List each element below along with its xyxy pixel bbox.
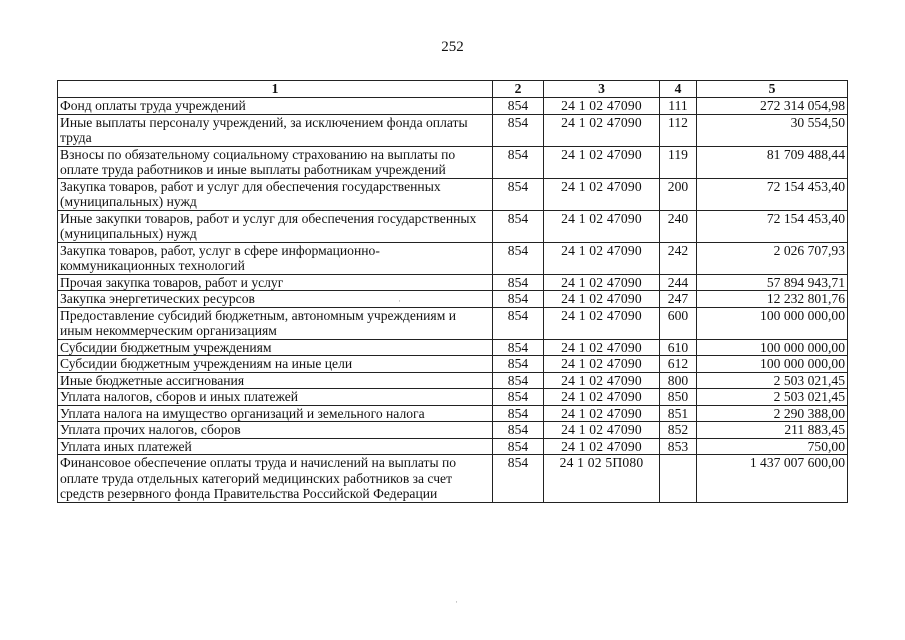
cell-target-article: 24 1 02 47090	[544, 422, 660, 439]
cell-expense-type: 800	[660, 372, 697, 389]
cell-expense-type: 850	[660, 389, 697, 406]
cell-amount: 2 503 021,45	[697, 372, 848, 389]
cell-expense-type: 247	[660, 291, 697, 308]
cell-department: 854	[493, 455, 544, 503]
cell-amount: 72 154 453,40	[697, 178, 848, 210]
table-row	[58, 455, 848, 503]
cell-name: Уплата налога на имущество организаций и земельного налога	[58, 405, 493, 422]
cell-department: 854	[493, 291, 544, 308]
cell-target-article: 24 1 02 47090	[544, 307, 660, 339]
cell-name: Закупка энергетических ресурсов	[58, 291, 493, 308]
table-row	[58, 438, 848, 455]
table-row	[58, 242, 848, 274]
cell-department: 854	[493, 422, 544, 439]
table-header	[58, 81, 848, 98]
cell-department: 854	[493, 356, 544, 373]
cell-expense-type	[660, 455, 697, 503]
table-row	[58, 274, 848, 291]
table-row	[58, 372, 848, 389]
cell-target-article: 24 1 02 47090	[544, 98, 660, 115]
cell-department: 854	[493, 389, 544, 406]
cell-expense-type: 112	[660, 114, 697, 146]
table-row	[58, 307, 848, 339]
cell-amount: 12 232 801,76	[697, 291, 848, 308]
cell-department: 854	[493, 210, 544, 242]
cell-name: Иные бюджетные ассигнования	[58, 372, 493, 389]
cell-target-article: 24 1 02 5П080	[544, 455, 660, 503]
cell-amount: 57 894 943,71	[697, 274, 848, 291]
cell-department: 854	[493, 339, 544, 356]
scan-speck: ·	[398, 296, 401, 306]
cell-name: Взносы по обязательному социальному страхованию на выплаты по оплате труда работников и иные выплаты работникам учреждений	[58, 146, 493, 178]
page-number: 252	[441, 39, 464, 55]
cell-name: Уплата прочих налогов, сборов	[58, 422, 493, 439]
cell-expense-type: 244	[660, 274, 697, 291]
cell-name: Субсидии бюджетным учреждениям	[58, 339, 493, 356]
cell-name: Фонд оплаты труда учреждений	[58, 98, 493, 115]
cell-name: Субсидии бюджетным учреждениям на иные цели	[58, 356, 493, 373]
table-row	[58, 146, 848, 178]
cell-department: 854	[493, 438, 544, 455]
budget-table	[57, 80, 848, 503]
cell-amount: 100 000 000,00	[697, 307, 848, 339]
table-row	[58, 389, 848, 406]
cell-expense-type: 119	[660, 146, 697, 178]
cell-target-article: 24 1 02 47090	[544, 242, 660, 274]
cell-name: Иные закупки товаров, работ и услуг для обеспечения государственных (муниципальных) нужд	[58, 210, 493, 242]
cell-department: 854	[493, 114, 544, 146]
table-row	[58, 291, 848, 308]
cell-department: 854	[493, 98, 544, 115]
cell-name: Закупка товаров, работ и услуг для обеспечения государственных (муниципальных) нужд	[58, 178, 493, 210]
cell-target-article: 24 1 02 47090	[544, 405, 660, 422]
cell-expense-type: 852	[660, 422, 697, 439]
cell-amount: 2 503 021,45	[697, 389, 848, 406]
cell-name: Иные выплаты персоналу учреждений, за исключением фонда оплаты труда	[58, 114, 493, 146]
table-row	[58, 178, 848, 210]
header-col-5: 5	[697, 81, 848, 98]
table-row	[58, 210, 848, 242]
cell-name: Предоставление субсидий бюджетным, автономным учреждениям и иным некоммерческим организациям	[58, 307, 493, 339]
cell-expense-type: 242	[660, 242, 697, 274]
cell-name: Финансовое обеспечение оплаты труда и начислений на выплаты по оплате труда отдельных категорий медицинских работников за счет средств резервного фонда Правительства Российской Федерации	[58, 455, 493, 503]
header-col-3: 3	[544, 81, 660, 98]
cell-expense-type: 600	[660, 307, 697, 339]
cell-expense-type: 200	[660, 178, 697, 210]
table-row	[58, 405, 848, 422]
table-body	[58, 98, 848, 503]
cell-department: 854	[493, 274, 544, 291]
cell-amount: 72 154 453,40	[697, 210, 848, 242]
cell-target-article: 24 1 02 47090	[544, 389, 660, 406]
scan-speck: ·	[455, 597, 458, 607]
cell-target-article: 24 1 02 47090	[544, 146, 660, 178]
cell-name: Закупка товаров, работ, услуг в сфере информационно-коммуникационных технологий	[58, 242, 493, 274]
cell-target-article: 24 1 02 47090	[544, 178, 660, 210]
table-row	[58, 356, 848, 373]
table-row	[58, 339, 848, 356]
cell-expense-type: 853	[660, 438, 697, 455]
cell-name: Уплата налогов, сборов и иных платежей	[58, 389, 493, 406]
cell-department: 854	[493, 242, 544, 274]
table-row	[58, 114, 848, 146]
cell-target-article: 24 1 02 47090	[544, 291, 660, 308]
table-row	[58, 98, 848, 115]
cell-amount: 750,00	[697, 438, 848, 455]
header-row	[58, 81, 848, 98]
cell-department: 854	[493, 307, 544, 339]
cell-target-article: 24 1 02 47090	[544, 114, 660, 146]
cell-amount: 30 554,50	[697, 114, 848, 146]
cell-department: 854	[493, 405, 544, 422]
cell-name: Прочая закупка товаров, работ и услуг	[58, 274, 493, 291]
cell-expense-type: 610	[660, 339, 697, 356]
cell-target-article: 24 1 02 47090	[544, 210, 660, 242]
cell-expense-type: 851	[660, 405, 697, 422]
cell-expense-type: 111	[660, 98, 697, 115]
cell-amount: 100 000 000,00	[697, 356, 848, 373]
cell-expense-type: 612	[660, 356, 697, 373]
cell-target-article: 24 1 02 47090	[544, 438, 660, 455]
cell-department: 854	[493, 178, 544, 210]
cell-amount: 272 314 054,98	[697, 98, 848, 115]
cell-target-article: 24 1 02 47090	[544, 339, 660, 356]
cell-amount: 2 290 388,00	[697, 405, 848, 422]
cell-amount: 1 437 007 600,00	[697, 455, 848, 503]
cell-department: 854	[493, 146, 544, 178]
cell-amount: 2 026 707,93	[697, 242, 848, 274]
cell-target-article: 24 1 02 47090	[544, 356, 660, 373]
header-col-4: 4	[660, 81, 697, 98]
cell-name: Уплата иных платежей	[58, 438, 493, 455]
cell-expense-type: 240	[660, 210, 697, 242]
cell-target-article: 24 1 02 47090	[544, 274, 660, 291]
cell-target-article: 24 1 02 47090	[544, 372, 660, 389]
table-row	[58, 422, 848, 439]
cell-department: 854	[493, 372, 544, 389]
cell-amount: 100 000 000,00	[697, 339, 848, 356]
cell-amount: 81 709 488,44	[697, 146, 848, 178]
header-col-2: 2	[493, 81, 544, 98]
header-col-1: 1	[58, 81, 493, 98]
cell-amount: 211 883,45	[697, 422, 848, 439]
